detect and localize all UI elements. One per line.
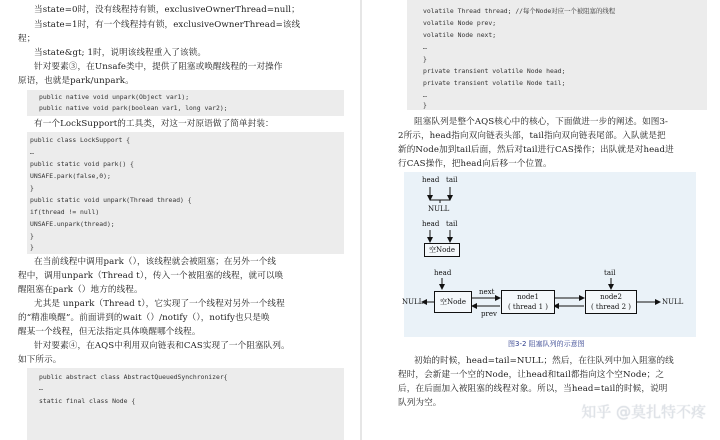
figure-caption: 图3-2 阻塞队列的示意图 (508, 340, 585, 348)
node2-box (585, 290, 637, 314)
text-line: 如下所示。 (18, 355, 62, 365)
null-label-right: NULL (662, 298, 684, 306)
code-line: … (30, 148, 34, 156)
text-line: 后，在后面加入被阻塞的线程对象。所以，当head=tail的时候，说明 (398, 384, 668, 394)
code-line: } (30, 184, 34, 192)
node1-thread: ( thread 1 ) (507, 303, 549, 311)
text-line: 的“精准唤醒”。前面讲到的wait（）/notify（），notify也只是唤 (18, 313, 270, 323)
text-line: 有一个LockSupport的工具类，对这一对原语做了简单封装： (34, 119, 274, 129)
code-block-aqs (27, 368, 344, 440)
right-page (362, 0, 720, 440)
prev-label: prev (481, 310, 497, 318)
tail-label: tail (446, 220, 458, 228)
null-label: NULL (428, 205, 450, 213)
code-line: } (423, 101, 427, 109)
code-block-locksupport (27, 132, 344, 254)
text-line: 2所示，head指向双向链表头部，tail指向双向链表尾部。入队就是把 (398, 131, 666, 141)
text-line: 醒某一个线程，但无法指定具体唤醒哪个线程。 (18, 327, 201, 337)
node2-thread: ( thread 2 ) (590, 303, 632, 311)
text-line: 醒阻塞在park（）地方的线程。 (18, 285, 143, 295)
queue-diagram (404, 172, 696, 337)
code-line: … (423, 91, 427, 99)
node2-title: node2 (600, 293, 622, 301)
text-line: 当state=0时，没有线程持有锁，exclusiveOwnerThread=null； (34, 5, 300, 15)
empty-node-box: 空Node (434, 291, 472, 313)
next-label: next (479, 288, 495, 296)
code-line: public class LockSupport { (30, 136, 131, 144)
code-line: public native void park(boolean var1, long var2); (39, 104, 228, 112)
text-line: 尤其是 unpark（Thread t），它实现了一个线程对另外一个线程 (34, 299, 285, 309)
code-line: … (39, 384, 43, 392)
code-line: UNSAFE.park(false,0); (30, 172, 111, 180)
tail-label: tail (446, 176, 458, 184)
null-label-left: NULL (402, 298, 424, 306)
code-line: UNSAFE.unpark(thread); (30, 220, 115, 228)
node1-box (501, 290, 555, 314)
text-line: 当state=1时，有一个线程持有锁，exclusiveOwnerThread=该线 (34, 20, 301, 30)
code-line: static final class Node { (39, 397, 136, 405)
text-line: 当state&gt; 1时，说明该线程重入了该锁。 (34, 48, 207, 58)
code-line: public static void unpark(Thread thread) { (30, 196, 192, 204)
empty-node-box: 空Node (424, 243, 460, 257)
text-line: 原语，也就是park/unpark。 (18, 76, 134, 86)
code-line: public static void park() { (30, 160, 134, 168)
text-line: 针对要素④，在AQS中利用双向链表和CAS实现了一个阻塞队列。 (34, 341, 290, 351)
text-line: 针对要素③，在Unsafe类中，提供了阻塞或唤醒线程的一对操作 (34, 62, 283, 72)
code-line: … (423, 43, 427, 51)
text-line: 阻塞队列是整个AQS核心中的核心，下面做进一步的阐述。如图3- (414, 117, 669, 127)
text-line: 初始的时候，head=tail=NULL；然后，在往队列中加入阻塞的线 (414, 356, 674, 366)
code-line: } (30, 243, 34, 251)
code-line: private transient volatile Node head; (423, 67, 566, 75)
code-line: volatile Node next; (423, 31, 497, 39)
code-line: public native void unpark(Object var1); (39, 93, 190, 101)
code-line: } (423, 55, 427, 63)
text-line: 队列为空。 (398, 398, 442, 408)
head-label: head (434, 269, 452, 277)
node1-title: node1 (517, 293, 539, 301)
code-line: volatile Thread thread; //每个Node对应一个被阻塞的线程 (423, 7, 616, 15)
text-line: 程； (18, 34, 36, 44)
text-line: 在当前线程中调用park（），该线程就会被阻塞；在另外一个线 (34, 257, 277, 267)
head-label: head (422, 176, 440, 184)
head-label: head (422, 220, 440, 228)
text-line: 行CAS操作，把head向后移一个位置。 (398, 159, 552, 169)
text-line: 程时，会新建一个空的Node，让head和tail都指向这个空Node；之 (398, 370, 665, 380)
code-line: } (30, 232, 34, 240)
zhihu-watermark: 知乎 @莫扎特不疼 (581, 403, 706, 421)
code-block-node-fields (407, 0, 707, 110)
text-line: 程中，调用unpark（Thread t），传入一个被阻塞的线程，就可以唤 (18, 271, 284, 281)
text-line: 新的Node加到tail后面，然后对tail进行CAS操作；出队就是对head进 (398, 145, 674, 155)
code-block-park-primitives (27, 90, 344, 116)
code-line: volatile Node prev; (423, 19, 497, 27)
code-line: if(thread != null) (30, 208, 100, 216)
code-line: private transient volatile Node tail; (423, 79, 566, 87)
code-line: public abstract class AbstractQueuedSynchronizer{ (39, 373, 228, 381)
tail-label: tail (604, 269, 616, 277)
